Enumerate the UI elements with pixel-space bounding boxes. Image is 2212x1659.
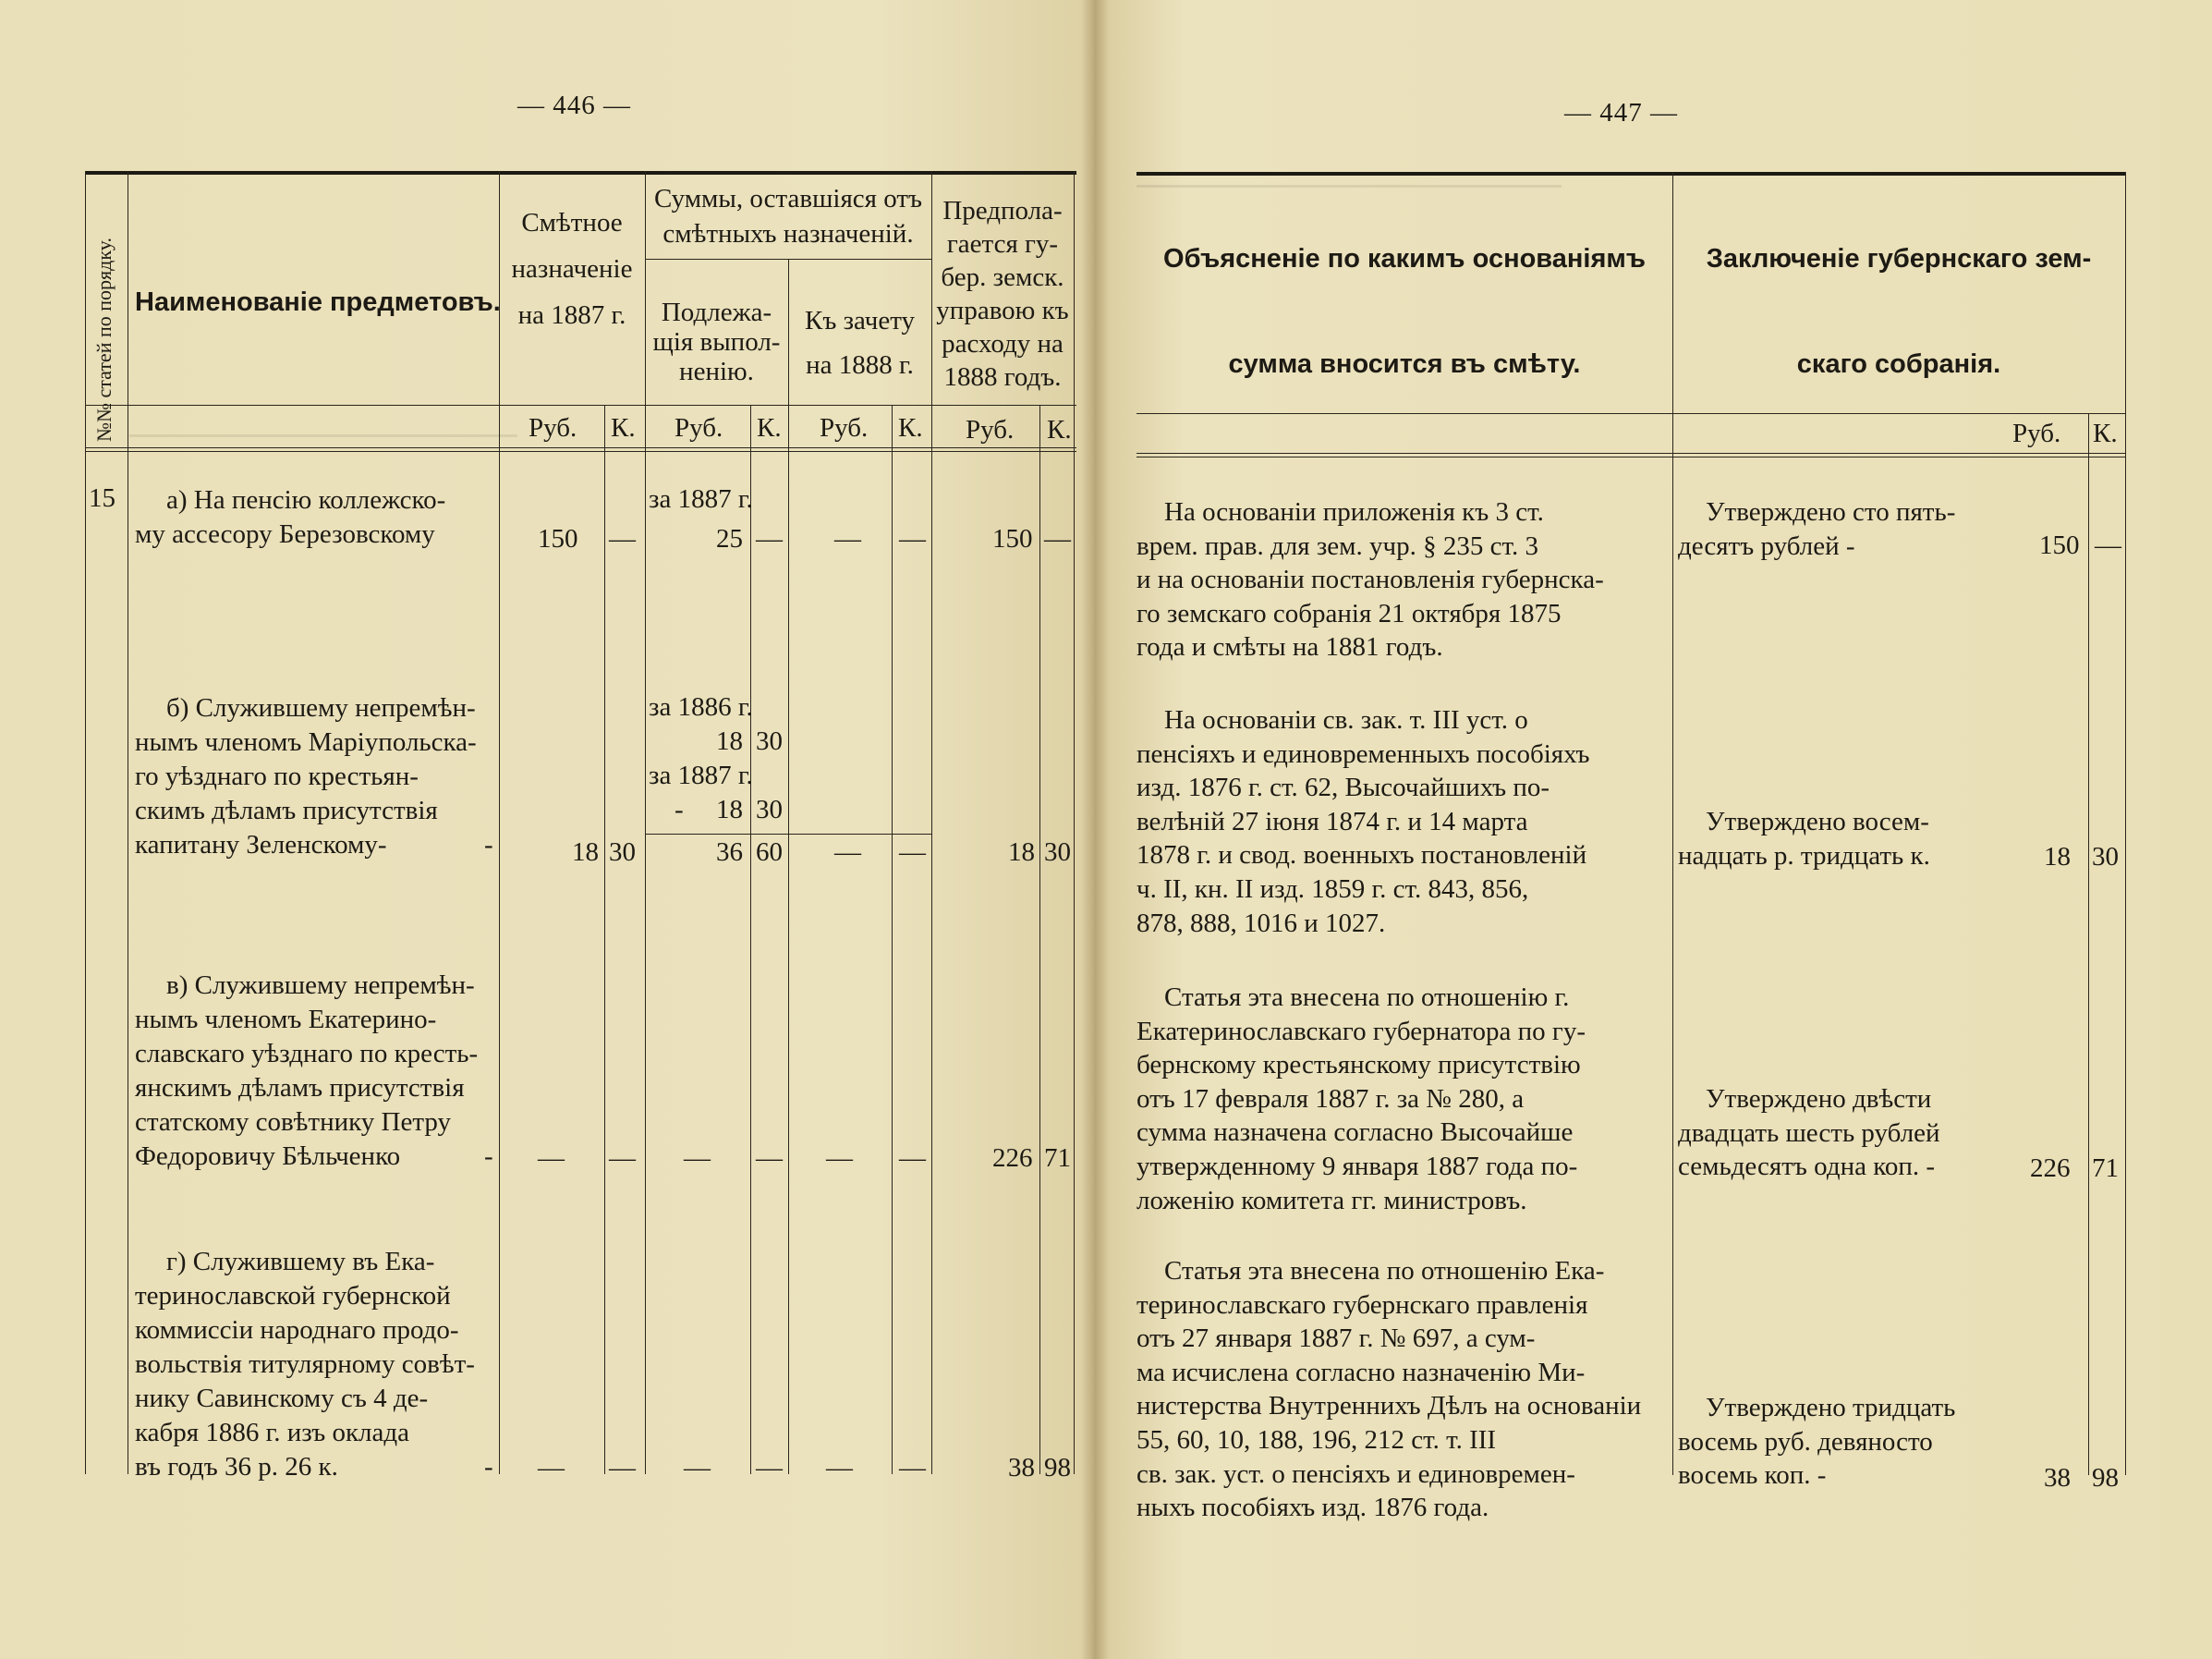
header-units-rule [1136,413,2125,414]
item-a-proposed-rub: 150 [992,524,1033,554]
item-d-line: нику Савинскому съ 4 де- [135,1384,429,1413]
unit-k: К. [1047,415,1072,445]
entry-4-k: 98 [2092,1463,2119,1493]
header-bottom-rule-2 [85,451,1076,452]
unit-rub: Руб. [529,413,577,443]
unit-rub: Руб. [675,413,723,443]
item-c-line: в) Служившему непремѣн- [166,970,475,1000]
item-d-estimate-k: — [609,1453,636,1482]
item-a-estimate-k: — [609,524,636,554]
item-d-zachet-k: — [899,1453,926,1482]
item-c-zachet-k: — [899,1143,926,1173]
article-number: 15 [89,483,115,513]
item-c-estimate-rub: — [538,1143,565,1173]
header-bottom-rule [1136,453,2125,454]
item-c-line: нымъ членомъ Екатерино- [135,1005,437,1034]
item-a-line: му ассесору Березовскому [135,519,435,549]
item-b-r1-k: 30 [756,726,783,756]
item-d-line: коммиссіи народнаго продо- [135,1315,459,1345]
col-rule [604,405,605,1474]
item-a-line: а) На пенсію коллежско- [166,485,446,515]
item-b-line: б) Служившему непремѣн- [166,693,476,723]
entry-1-conclusion: Утверждено сто пять- десятъ рублей - [1678,497,1956,561]
item-d-line: теринославской губернской [135,1281,451,1311]
unit-k: К. [611,413,636,443]
entry-4-rub: 38 [2044,1463,2071,1493]
header-conclusion-line2: скаго собранія. [1796,349,2001,379]
item-a-remain-rub: 25 [716,524,743,554]
header-item-name: Наименованіе предметовъ. [135,287,501,317]
item-d-line: въ годъ 36 р. 26 к. [135,1452,338,1482]
table-top-rule [85,171,1076,175]
unit-k: К. [2093,419,2118,448]
item-b-za-1887: за 1887 г. [649,761,753,790]
item-c-zachet-rub: — [826,1143,853,1173]
unit-rub: Руб. [820,413,869,443]
item-c-line: янскимъ дѣламъ присутствія [135,1073,465,1103]
item-b-line: нымъ членомъ Маріупольска- [135,727,477,757]
item-b-sum-rub: 36 [716,837,743,867]
col-rule [1039,405,1040,1474]
col-rule [750,405,751,1474]
col-rule [2125,172,2126,1475]
entry-3-basis: Статья эта внесена по отношенію г. Екатеринославскаго губернатора по гу- бернскому крестьянскому присутствію отъ 17 февраля 1887 г. за № 280, а сумма назначена согласно Высочайше утвержденному 9 января 1887 года по- ложенію комитета гг. министровъ. [1136,982,1586,1215]
entry-2-basis: На основаніи св. зак. т. III уст. о пенсіяхъ и единовременныхъ пособіяхъ изд. 1876 г. ст. 62, Высочайшихъ по- велѣній 27 іюня 1874 г. и 14 марта 1878 г. и свод. военныхъ постановленій ч. II, кн. II изд. 1859 г. ст. 843, 856, 878, 888, 1016 и 1027. [1136,705,1590,938]
item-a-estimate-rub: 150 [538,524,578,554]
item-d-line: г) Служившему въ Ека- [166,1247,435,1276]
item-c-dash: - [484,1141,493,1171]
item-d-proposed-rub: 38 [1008,1453,1035,1482]
unit-rub: Руб. [966,415,1015,445]
header-remaining: Суммы, оставшіяся отъ смѣтныхъ назначеній. [653,184,923,249]
col-rule [892,405,893,1474]
entry-2-k: 30 [2092,842,2119,872]
item-b-r2-rub: 18 [716,795,743,824]
item-b-sum-k: 60 [756,837,783,867]
item-b-za-1886: за 1886 г. [649,692,753,722]
item-a-proposed-k: — [1044,524,1071,554]
item-d-zachet-rub: — [826,1453,853,1482]
table-top-rule [1136,172,2125,176]
header-bottom-rule [85,447,1076,448]
entry-2-rub: 18 [2044,842,2071,872]
unit-k: К. [898,413,923,443]
col-rule [2088,413,2089,1475]
entry-1-k: — [2095,531,2121,560]
item-b-line: го уѣзднаго по крестьян- [135,762,419,791]
item-c-line: Федоровичу Бѣльченко [135,1141,401,1171]
item-d-dash: - [484,1452,493,1482]
item-d-proposed-k: 98 [1044,1453,1071,1482]
item-c-line: статскому совѣтнику Петру [135,1107,451,1137]
entry-4-basis: Статья эта внесена по отношенію Ека- теринославскаго губернскаго правленія отъ 27 января 1887 г. № 697, а сум- ма исчислена согласно назначенію Ми- нистерства Внутреннихъ Дѣлъ на основаніи 55, 60, 10, 188, 196, 212 ст. т. III св. зак. уст. о пенсіяхъ и единовремен- ныхъ пособіяхъ изд. 1876 года. [1136,1256,1642,1523]
header-remaining-credit: Къ зачету на 1888 г. [804,306,915,380]
entry-1-basis: На основаніи приложенія къ 3 ст. врем. прав. для зем. учр. § 235 ст. 3 и на основаніи постановленія губернска- го земскаго собранія 21 октября 1875 года и смѣты на 1881 годъ. [1136,497,1604,663]
entry-1-rub: 150 [2039,531,2080,560]
item-b-r2-k: 30 [756,795,783,824]
item-b-dash: - [484,830,493,860]
item-b-line: скимъ дѣламъ присутствія [135,796,438,825]
item-b-r2-dash: - [675,795,684,824]
entry-4-conclusion: Утверждено тридцать восемь руб. девяносто восемь коп. - [1678,1393,1956,1491]
item-b-proposed-k: 30 [1044,837,1071,867]
page-number-left: — 446 — [517,91,631,120]
col-rule [85,171,86,1474]
header-conclusion-line1: Заключеніе губернскаго зем- [1706,244,2092,274]
item-b-proposed-rub: 18 [1008,837,1035,867]
unit-k: К. [757,413,782,443]
item-d-line: кабря 1886 г. изъ оклада [135,1418,410,1447]
unit-rub: Руб. [2012,419,2061,448]
col-rule [499,171,500,1474]
entry-3-k: 71 [2092,1153,2119,1183]
header-basis-line2: сумма вносится въ смѣту. [1228,349,1581,379]
book-gutter [1081,0,1109,1659]
col-rule [1074,171,1075,1474]
item-a-zachet-rub: — [834,524,861,554]
item-b-r1-rub: 18 [716,726,743,756]
item-c-remain-rub: — [684,1143,711,1173]
item-d-remain-k: — [756,1453,783,1482]
header-article-no: №№ статей по порядку. [92,237,115,442]
item-c-proposed-rub: 226 [992,1143,1033,1173]
item-b-estimate-rub: 18 [572,837,599,867]
entry-2-conclusion: Утверждено восем- надцать р. тридцать к. [1678,807,1930,871]
entry-3-rub: 226 [2030,1153,2071,1183]
item-c-proposed-k: 71 [1044,1143,1071,1173]
item-a-remain-k: — [756,524,783,554]
item-d-line: вольствія титулярному совѣт- [135,1349,475,1379]
header-units-rule [85,405,1076,406]
item-c-remain-k: — [756,1143,783,1173]
page-number-right: — 447 — [1564,98,1678,128]
entry-3-conclusion: Утверждено двѣсти двадцать шесть рублей семьдесятъ одна коп. - [1678,1084,1940,1182]
item-c-estimate-k: — [609,1143,636,1173]
header-estimate: Смѣтное назначеніе на 1887 г. [511,208,633,330]
item-b-line: капитану Зеленскому- [135,830,387,860]
item-b-zachet-rub: — [834,837,861,867]
item-b-zachet-k: — [899,837,926,867]
header-basis-line1: Объясненіе по какимъ основаніямъ [1163,244,1646,274]
item-d-estimate-rub: — [538,1453,565,1482]
item-a-zachet-k: — [899,524,926,554]
header-remaining-execute: Подлежа- щія выпол- ненію. [652,298,781,386]
item-c-line: славскаго уѣзднаго по кресть- [135,1039,479,1068]
col-rule [788,259,789,1474]
item-d-remain-rub: — [684,1453,711,1482]
header-proposed: Предпола- гается гу- бер. земск. управою къ расходу на 1888 годъ. [936,196,1069,392]
item-a-za: за 1887 г. [649,484,753,514]
item-b-estimate-k: 30 [609,837,636,867]
